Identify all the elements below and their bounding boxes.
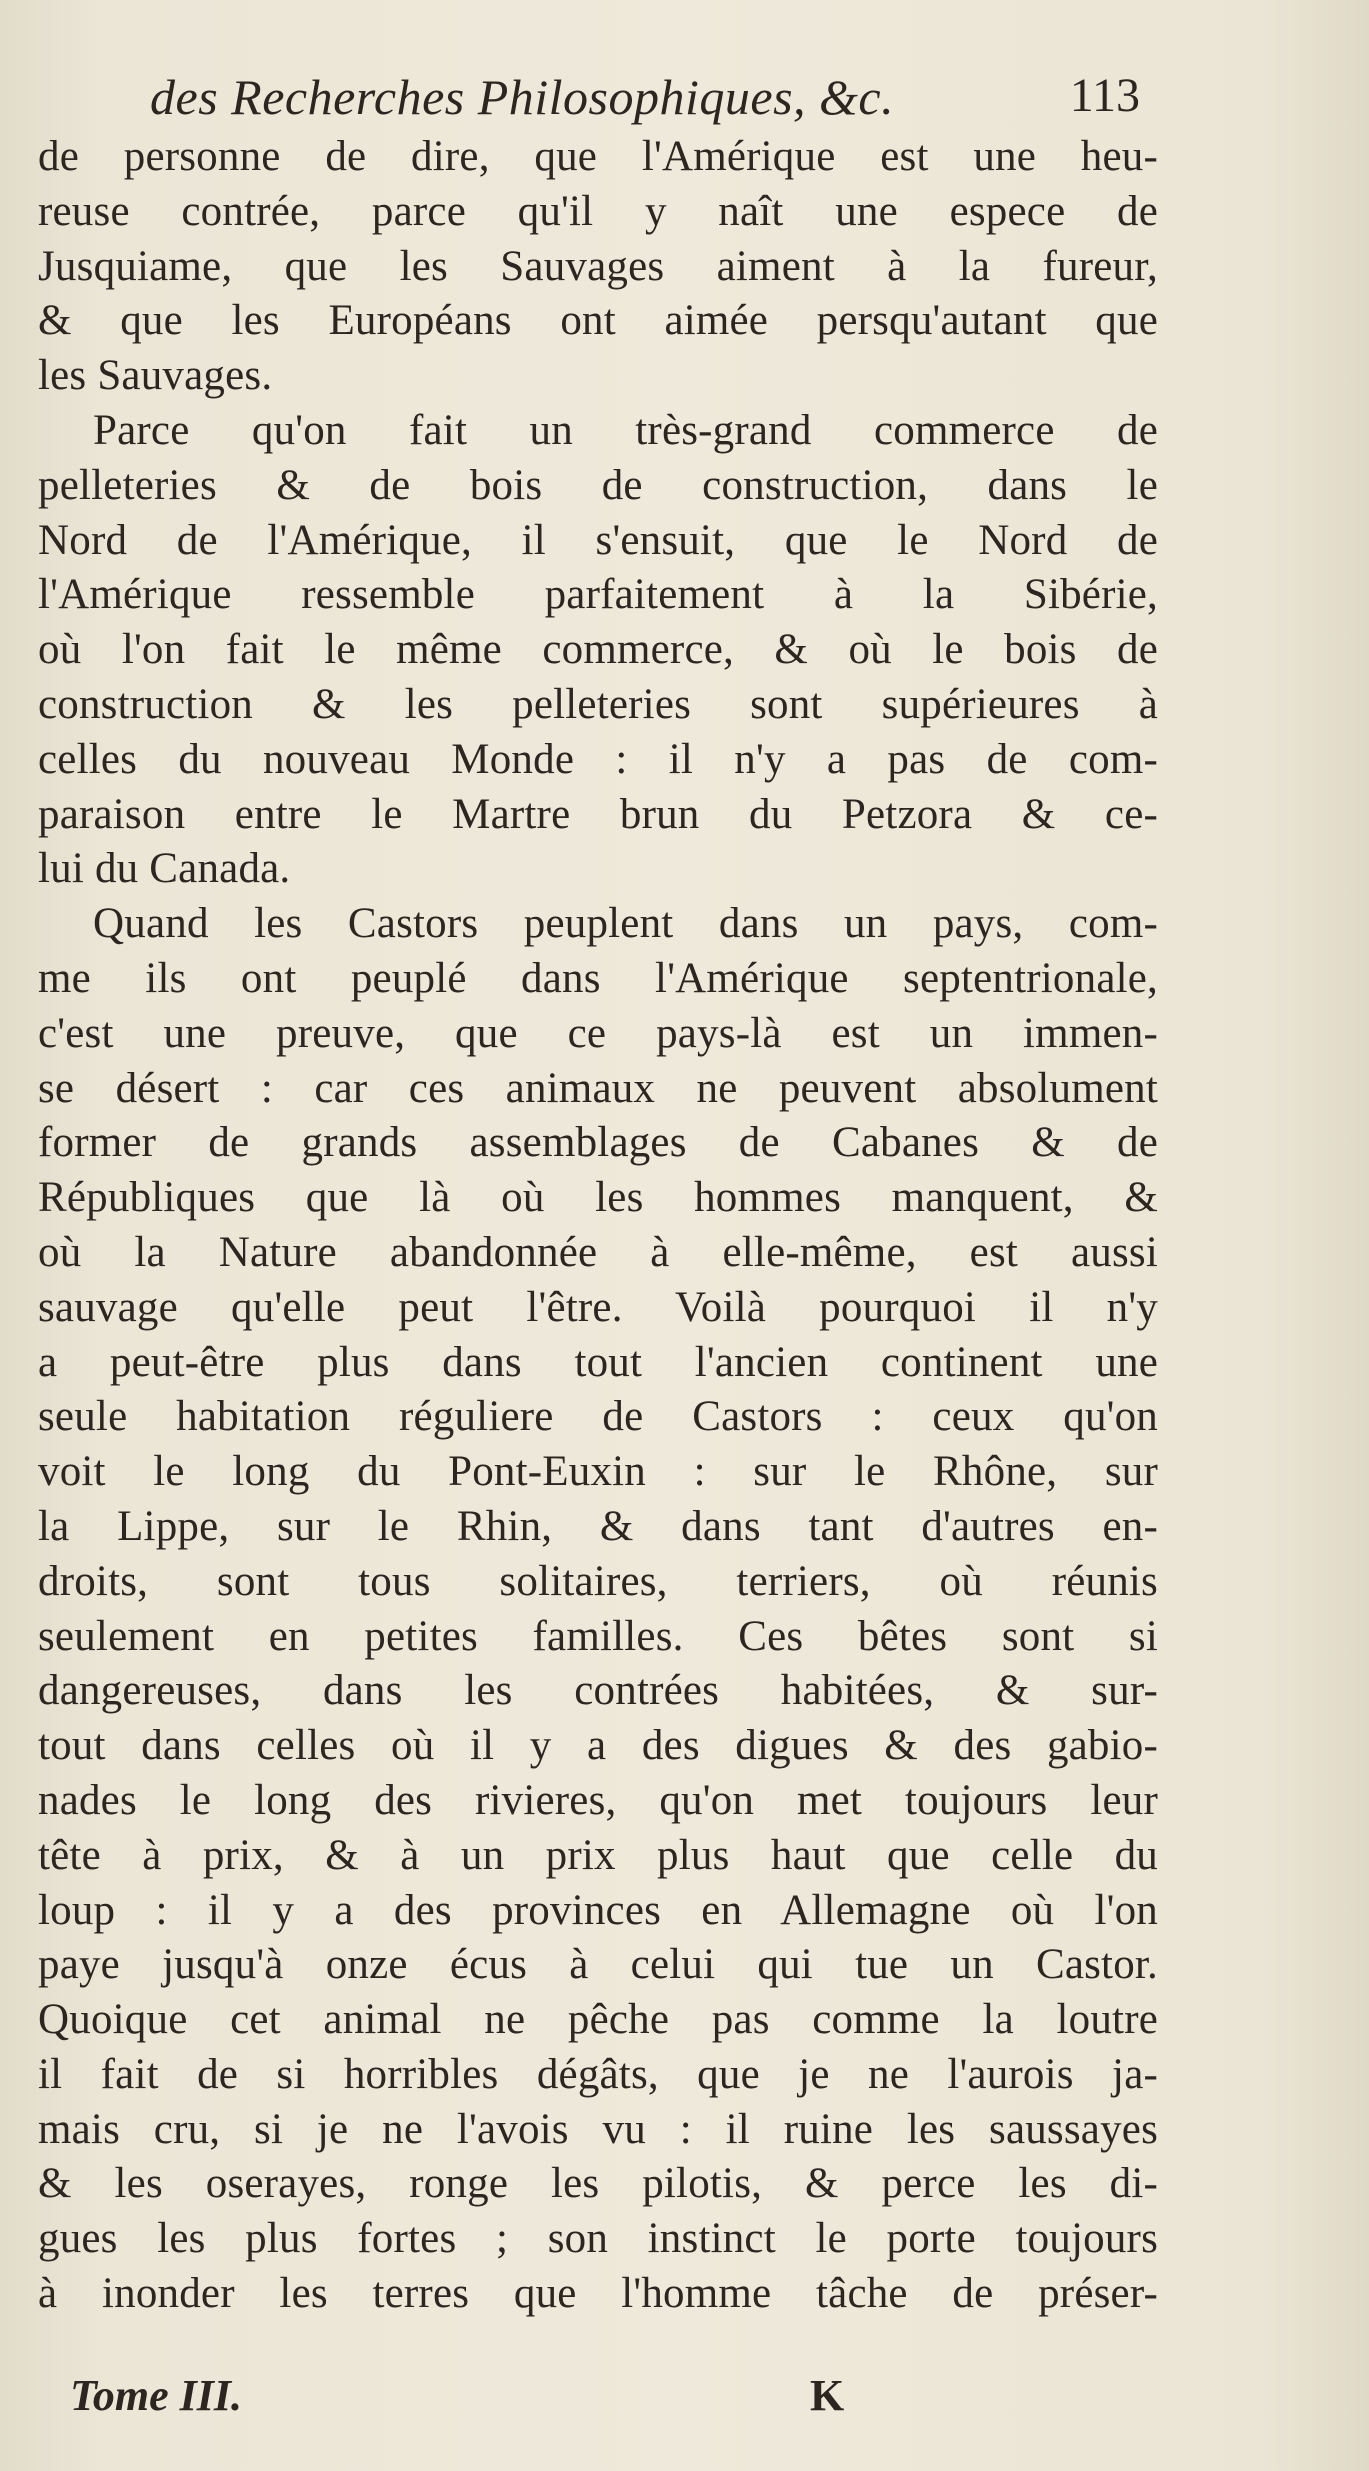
text-line: sauvage qu'elle peut l'être. Voilà pourquoi il n'y <box>38 1283 1158 1331</box>
text-line: voit le long du Pont-Euxin : sur le Rhône, sur <box>38 1448 1158 1496</box>
text-line: il fait de si horribles dégâts, que je ne l'aurois ja- <box>38 2050 1158 2098</box>
text-line: pelleteries & de bois de construction, dans le <box>38 461 1158 509</box>
text-line: former de grands assemblages de Cabanes & de <box>38 1119 1158 1167</box>
text-line: me ils ont peuplé dans l'Amérique septentrionale, <box>38 954 1158 1002</box>
text-line: où l'on fait le même commerce, & où le bois de <box>38 626 1158 674</box>
volume-signature: Tome III. <box>70 2371 242 2420</box>
body-text <box>38 130 1158 2322</box>
text-line: se désert : car ces animaux ne peuvent absolument <box>38 1064 1158 1112</box>
page-number: 113 <box>1069 69 1140 122</box>
text-line: l'Amérique ressemble parfaitement à la Sibérie, <box>38 571 1158 619</box>
text-line: Républiques que là où les hommes manquent, & <box>38 1174 1158 1222</box>
text-line: loup : il y a des provinces en Allemagne où l'on <box>38 1886 1158 1934</box>
text-line: la Lippe, sur le Rhin, & dans tant d'autres en- <box>38 1502 1158 1550</box>
text-line: c'est une preuve, que ce pays-là est un immen- <box>38 1009 1158 1057</box>
printer-signature-mark: K <box>810 2371 845 2420</box>
text-line: celles du nouveau Monde : il n'y a pas de com- <box>38 735 1158 783</box>
text-line: de personne de dire, que l'Amérique est une heu- <box>38 133 1158 180</box>
text-line: seulement en petites familles. Ces bêtes sont si <box>38 1612 1158 1660</box>
text-line: droits, sont tous solitaires, terriers, où réunis <box>38 1557 1158 1605</box>
text-line: où la Nature abandonnée à elle-même, est aussi <box>38 1228 1158 1276</box>
paragraph-start-line: Parce qu'on fait un très-grand commerce de <box>93 406 1158 454</box>
text-line: & les oserayes, ronge les pilotis, & perce les di- <box>38 2160 1158 2208</box>
text-line: a peut-être plus dans tout l'ancien continent une <box>38 1338 1158 1386</box>
text-line: dangereuses, dans les contrées habitées, & sur- <box>38 1667 1158 1715</box>
text-line: reuse contrée, parce qu'il y naît une espece de <box>38 187 1158 235</box>
text-line: Jusquiame, que les Sauvages aiment à la fureur, <box>38 242 1158 290</box>
text-line: tout dans celles où il y a des digues & des gabio- <box>38 1722 1158 1770</box>
text-line: Nord de l'Amérique, il s'ensuit, que le Nord de <box>38 516 1158 564</box>
text-line: nades le long des rivieres, qu'on met toujours leur <box>38 1776 1158 1824</box>
text-line: les Sauvages. <box>38 352 273 400</box>
text-line: & que les Européans ont aimée persqu'autant que <box>38 297 1158 345</box>
text-line: mais cru, si je ne l'avois vu : il ruine les saussayes <box>38 2105 1158 2153</box>
running-head: des Recherches Philosophiques, &c. <box>150 69 895 125</box>
text-line: seule habitation réguliere de Castors : ceux qu'on <box>38 1393 1158 1441</box>
text-line: gues les plus fortes ; son instinct le porte toujours <box>38 2215 1158 2263</box>
text-line: paraison entre le Martre brun du Petzora & ce- <box>38 790 1158 838</box>
text-line: tête à prix, & à un prix plus haut que celle du <box>38 1831 1158 1879</box>
text-line: Quoique cet animal ne pêche pas comme la loutre <box>38 1996 1158 2044</box>
text-line: à inonder les terres que l'homme tâche de préser- <box>38 2270 1158 2318</box>
text-line: paye jusqu'à onze écus à celui qui tue un Castor. <box>38 1941 1158 1989</box>
text-line: construction & les pelleteries sont supérieures à <box>38 680 1158 728</box>
page-footer <box>70 2370 970 2430</box>
text-line: lui du Canada. <box>38 845 291 893</box>
paragraph-start-line: Quand les Castors peuplent dans un pays, com- <box>93 900 1158 948</box>
